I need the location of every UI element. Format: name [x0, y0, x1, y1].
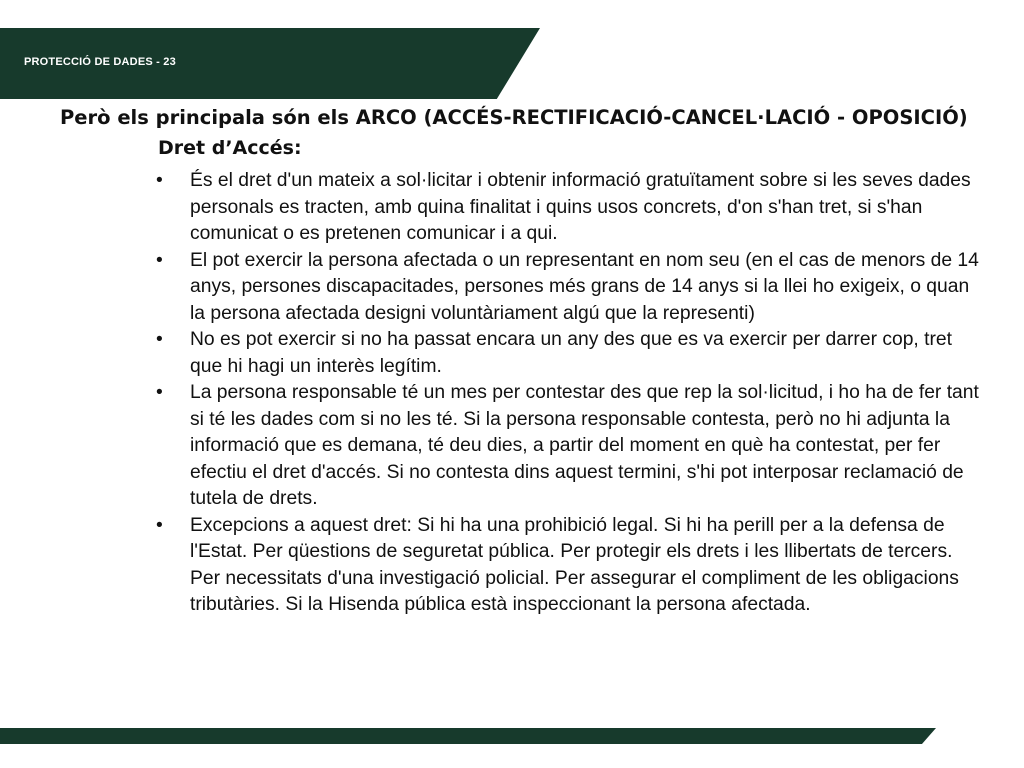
header-label: PROTECCIÓ DE DADES - 23 — [24, 56, 176, 68]
bullet-text: El pot exercir la persona afectada o un representant en nom seu (en el cas de menors de 14 anys, persones discapacitades, persones més grans de 14 anys si la llei ho exigeix, o quan la persona afectada designi voluntàriament algú que la representi) — [190, 249, 979, 324]
bullet-item-who-can-exercise — [156, 248, 986, 328]
bullet-text: No es pot exercir si no ha passat encara un any des que es va exercir per darrer cop, tret que hi hagi un interès legítim. — [190, 329, 953, 377]
bullet-icon: • — [156, 329, 163, 350]
bullet-text: Excepcions a aquest dret: Si hi ha una prohibició legal. Si hi ha perill per a la defensa de l'Estat. Per qüestions de seguretat pública. Per protegir els drets i les llibertats de tercers. Per necessitats d'una investigació policial. Per assegurar el compliment de les obligacions tributàries. Si la Hisenda pública està inspeccionant la persona afectada. — [190, 514, 959, 615]
bullet-item-frequency — [156, 327, 986, 380]
bullet-icon: • — [156, 170, 163, 191]
bullet-text: És el dret d'un mateix a sol·licitar i obtenir informació gratuïtament sobre si les seves dades personals es tracten, amb quina finalitat i quins usos concrets, d'on s'han tret, si s'han comunicat o es pretenen comunicar i a qui. — [190, 170, 971, 244]
section-heading: Dret d’Accés: — [158, 137, 302, 159]
bullet-item-exceptions — [156, 513, 986, 619]
footer-band — [0, 728, 936, 744]
bullet-item-response-time — [156, 380, 986, 513]
bullet-list — [156, 168, 986, 619]
bullet-text: La persona responsable té un mes per contestar des que rep la sol·licitud, i ho ha de fer tant si té les dades com si no les té. Si la persona responsable contesta, però no hi adjunta la informació que es demana, té deu dies, a partir del moment en què ha contestat, per fer efectiu el dret d'accés. Si no contesta dins aquest termini, s'hi pot interposar reclamació de tutela de drets. — [190, 382, 979, 509]
bullet-item-definition — [156, 168, 986, 248]
slide-title: Però els principala són els ARCO (ACCÉS-RECTIFICACIÓ-CANCEL·LACIÓ - OPOSICIÓ) — [60, 106, 968, 129]
bullet-icon: • — [156, 249, 163, 271]
bullet-icon: • — [156, 514, 163, 536]
bullet-icon: • — [156, 382, 163, 403]
